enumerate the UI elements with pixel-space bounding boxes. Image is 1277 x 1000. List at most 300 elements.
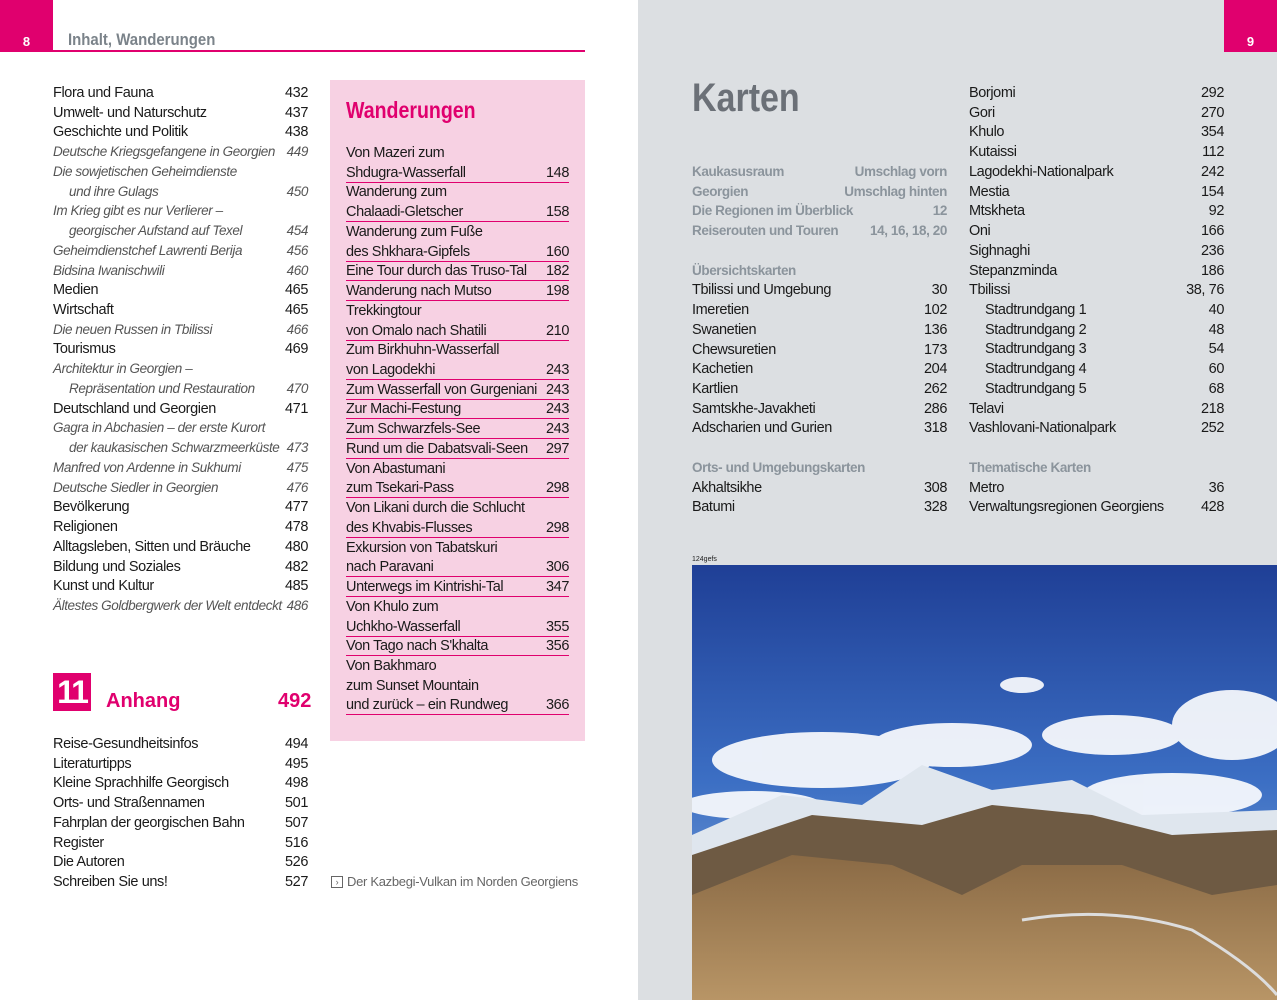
entry-page: 507 — [285, 814, 308, 831]
entry-page: 243 — [546, 362, 569, 379]
entry-title: Khulo — [969, 124, 1005, 141]
entry-title: Imeretien — [692, 302, 749, 319]
entry-title: Kaukasusraum — [692, 164, 784, 179]
map-entry — [692, 300, 947, 320]
entry-title: Die Autoren — [53, 854, 125, 871]
entry-page: 148 — [546, 164, 569, 181]
entry-title: Repräsentation und Restauration — [69, 380, 255, 396]
entry-title: Telavi — [969, 400, 1004, 417]
entry-title: Von Khulo zum — [346, 598, 439, 615]
entry-title: Flora und Fauna — [53, 85, 154, 101]
entry-title: Reise-Gesundheitsinfos — [53, 736, 199, 752]
entry-title: Die Regionen im Überblick — [692, 203, 854, 219]
entry-page: 470 — [286, 380, 308, 396]
hike-entry — [346, 340, 569, 360]
entry-title: und zurück – ein Rundweg — [346, 697, 509, 714]
entry-page: 482 — [285, 558, 308, 575]
map-entry — [692, 497, 947, 517]
entry-page: 136 — [924, 321, 947, 338]
page-number-tab — [0, 0, 53, 52]
entry-title: Stadtrundgang 5 — [985, 380, 1087, 397]
toc-entry — [53, 339, 308, 359]
entry-page: 494 — [285, 736, 308, 752]
toc-entry — [53, 241, 308, 261]
entry-page: 204 — [924, 361, 947, 378]
entry-page: 480 — [285, 538, 308, 555]
entry-page: 477 — [285, 499, 308, 516]
entry-title: Im Krieg gibt es nur Verlierer – — [53, 203, 223, 219]
entry-page: 173 — [924, 341, 947, 358]
hike-entry — [346, 597, 569, 617]
appendix-entry — [53, 852, 308, 872]
entry-page: 92 — [1208, 203, 1224, 220]
hike-entry — [346, 281, 569, 301]
entry-page: 270 — [1201, 104, 1224, 121]
arrow-icon: › — [331, 876, 343, 888]
entry-title: Verwaltungsregionen Georgiens — [969, 499, 1164, 516]
entry-title: Manfred von Ardenne in Sukhumi — [53, 459, 241, 475]
entry-page: 12 — [932, 203, 947, 219]
entry-page: 30 — [931, 282, 947, 299]
toc-entry — [53, 399, 308, 419]
entry-title: Vashlovani-Nationalpark — [969, 420, 1116, 437]
entry-page: 356 — [546, 638, 569, 655]
entry-title: Kunst und Kultur — [53, 578, 154, 595]
toc-entry — [53, 517, 308, 537]
hike-entry — [346, 656, 569, 676]
entry-page: 252 — [1201, 420, 1224, 437]
entry-title: Orts- und Straßennamen — [53, 795, 205, 812]
entry-title: Borjomi — [969, 85, 1016, 101]
map-entry — [969, 280, 1224, 300]
toc-entry — [53, 122, 308, 142]
entry-page: 68 — [1208, 380, 1224, 397]
hike-entry — [346, 163, 569, 183]
entry-page: 456 — [286, 242, 308, 258]
toc-entry — [53, 201, 308, 221]
map-entry — [692, 399, 947, 419]
entry-page: 262 — [924, 381, 947, 398]
entry-page: 306 — [546, 559, 569, 576]
toc-entry — [53, 557, 308, 577]
entry-title: Wirtschaft — [53, 302, 114, 319]
entry-title: Ältestes Goldbergwerk der Welt entdeckt — [53, 597, 282, 613]
toc-entry — [53, 418, 308, 438]
appendix-entry — [53, 872, 308, 892]
entry-title: Umwelt- und Naturschutz — [53, 104, 207, 121]
entry-title: Schreiben Sie uns! — [53, 874, 168, 891]
hike-entry — [346, 419, 569, 439]
entry-page: 236 — [1201, 242, 1224, 259]
toc-entry — [53, 320, 308, 340]
entry-page: 366 — [546, 697, 569, 714]
hike-entry — [346, 321, 569, 341]
hike-entry — [346, 182, 569, 202]
entry-page: 308 — [924, 479, 947, 496]
photo-caption — [331, 874, 578, 889]
photo-credit: 124gefs — [692, 556, 717, 563]
hike-entry — [346, 518, 569, 538]
entry-title: Bidsina Iwanischwili — [53, 262, 165, 278]
entry-title: Metro — [969, 479, 1005, 496]
appendix-entry — [53, 754, 308, 774]
map-entry — [692, 320, 947, 340]
entry-title: Kutaissi — [969, 144, 1017, 161]
toc-entry — [53, 596, 308, 616]
entry-title: Stadtrundgang 4 — [985, 361, 1087, 378]
entry-title: Register — [53, 834, 104, 851]
entry-page: 158 — [546, 204, 569, 221]
entry-page: 465 — [285, 282, 308, 299]
map-entry — [692, 162, 947, 182]
entry-page: 286 — [924, 400, 947, 417]
entry-title: des Shkhara-Gipfels — [346, 243, 470, 260]
entry-title: Tbilissi — [969, 282, 1011, 299]
appendix-entry — [53, 833, 308, 853]
entry-page: Umschlag vorn — [854, 164, 947, 179]
entry-title: Tbilissi und Umgebung — [692, 282, 832, 299]
entry-title: Deutsche Siedler in Georgien — [53, 479, 219, 495]
hike-entry — [346, 242, 569, 262]
entry-page: 475 — [286, 459, 308, 475]
entry-page: 473 — [286, 440, 308, 456]
entry-title: Adscharien und Gurien — [692, 420, 832, 437]
entry-title: des Khvabis-Flusses — [346, 519, 473, 536]
map-entry — [692, 379, 947, 399]
entry-page: 516 — [285, 834, 308, 851]
entry-title: Unterwegs im Kintrishi-Tal — [346, 579, 504, 596]
entry-title: zum Sunset Mountain — [346, 677, 479, 694]
entry-title: Medien — [53, 282, 99, 299]
chapter-page: 492 — [278, 690, 312, 712]
entry-title: Alltagsleben, Sitten und Bräuche — [53, 538, 251, 555]
entry-title: Von Bakhmaro — [346, 657, 437, 674]
map-entry — [969, 162, 1224, 182]
entry-page: 476 — [286, 479, 308, 495]
entry-title: Von Likani durch die Schlucht — [346, 500, 525, 517]
map-entry — [969, 359, 1224, 379]
toc-entry — [53, 261, 308, 281]
entry-title: Uchkho-Wasserfall — [346, 618, 461, 635]
toc-entry — [53, 458, 308, 478]
entry-title: Sighnaghi — [969, 242, 1030, 259]
map-entry — [969, 103, 1224, 123]
hike-entry — [346, 676, 569, 696]
entry-title: georgischer Aufstand auf Texel — [69, 223, 243, 239]
entry-title: Akhaltsikhe — [692, 479, 762, 496]
appendix-entry — [53, 793, 308, 813]
header-rule — [52, 50, 585, 52]
entry-title: Lagodekhi-Nationalpark — [969, 163, 1114, 180]
toc-entry — [53, 438, 308, 458]
entry-page: 486 — [286, 597, 308, 613]
map-entry — [969, 83, 1224, 103]
entry-title: Gori — [969, 104, 995, 121]
maps-title: Karten — [692, 76, 800, 120]
hike-entry — [346, 498, 569, 518]
page-number: 9 — [1246, 34, 1255, 49]
entry-page: 292 — [1201, 85, 1224, 101]
entry-page: 160 — [546, 243, 569, 260]
map-entry — [969, 418, 1224, 438]
entry-page: 243 — [546, 401, 569, 418]
hike-entry — [346, 143, 569, 163]
map-entry — [969, 339, 1224, 359]
map-entry — [969, 497, 1224, 517]
map-entry — [692, 261, 947, 281]
entry-title: Trekkingtour — [346, 302, 422, 319]
chapter-title: Anhang — [106, 690, 181, 712]
entry-title: Fahrplan der georgischen Bahn — [53, 814, 245, 831]
entry-title: Von Tago nach S'khalta — [346, 638, 489, 655]
entry-page: 198 — [546, 283, 569, 300]
hike-entry — [346, 399, 569, 419]
entry-title: Deutschland und Georgien — [53, 400, 216, 417]
entry-page: 432 — [285, 85, 308, 101]
toc-entry — [53, 576, 308, 596]
map-entry — [692, 280, 947, 300]
entry-page: 318 — [924, 420, 947, 437]
page-number-tab — [1224, 0, 1277, 52]
entry-title: Tourismus — [53, 341, 116, 358]
entry-title: Stadtrundgang 3 — [985, 341, 1087, 358]
entry-page: 297 — [546, 440, 569, 457]
toc-entry — [53, 103, 308, 123]
entry-title: Chewsuretien — [692, 341, 776, 358]
entry-title: Zum Birkhuhn-Wasserfall — [346, 342, 500, 359]
caption-text: Der Kazbegi-Vulkan im Norden Georgiens — [347, 874, 578, 889]
entry-title: Gagra in Abchasien – der erste Kurort — [53, 420, 266, 436]
entry-title: Reiserouten und Touren — [692, 223, 839, 239]
hikes-title: Wanderungen — [346, 97, 476, 123]
entry-page: 186 — [1201, 262, 1224, 279]
map-entry — [969, 300, 1224, 320]
appendix-entry — [53, 813, 308, 833]
map-entry — [692, 458, 947, 478]
entry-title: Mtskheta — [969, 203, 1025, 220]
map-entry — [969, 261, 1224, 281]
map-entry — [692, 478, 947, 498]
hike-entry — [346, 636, 569, 656]
entry-page: 328 — [924, 499, 947, 516]
toc-entry — [53, 221, 308, 241]
map-entry — [692, 340, 947, 360]
entry-page: 501 — [285, 795, 308, 812]
entry-page: 355 — [546, 618, 569, 635]
entry-page: 54 — [1208, 341, 1224, 358]
entry-title: Zum Wasserfall von Gurgeniani — [346, 381, 537, 398]
entry-page: 112 — [1202, 144, 1224, 161]
entry-page: 449 — [286, 144, 308, 160]
entry-page: 210 — [546, 322, 569, 339]
entry-title: Zur Machi-Festung — [346, 401, 461, 418]
hike-entry — [346, 380, 569, 400]
entry-page: 498 — [285, 775, 308, 792]
appendix-entry — [53, 773, 308, 793]
entry-title: und ihre Gulags — [69, 183, 159, 199]
entry-page: 437 — [285, 104, 308, 121]
entry-page: 40 — [1208, 302, 1224, 319]
entry-page: 450 — [286, 183, 308, 199]
entry-title: Batumi — [692, 499, 735, 516]
left-page — [0, 0, 638, 1000]
entry-title: der kaukasischen Schwarzmeerküste — [69, 440, 280, 456]
entry-title: Religionen — [53, 519, 118, 536]
entry-page: 526 — [285, 854, 308, 871]
hike-entry — [346, 577, 569, 597]
hike-entry — [346, 261, 569, 281]
map-entry — [692, 221, 947, 241]
map-entry — [969, 241, 1224, 261]
entry-page: 466 — [286, 321, 308, 337]
toc-entry — [53, 300, 308, 320]
hike-entry — [346, 617, 569, 637]
entry-title: Exkursion von Tabatskuri — [346, 539, 498, 556]
entry-title: Literaturtipps — [53, 755, 132, 772]
toc-entry — [53, 497, 308, 517]
appendix-entry — [53, 734, 308, 754]
entry-title: Bildung und Soziales — [53, 558, 181, 575]
toc-entry — [53, 280, 308, 300]
kazbegi-photo — [692, 565, 1277, 1000]
hike-entry — [346, 478, 569, 498]
toc-entry — [53, 83, 308, 103]
entry-title: Von Mazeri zum — [346, 145, 445, 161]
entry-page: 485 — [285, 578, 308, 595]
entry-page: 495 — [285, 755, 308, 772]
entry-title: Wanderung zum Fuße — [346, 223, 483, 240]
entry-page: 38, 76 — [1186, 282, 1224, 299]
hike-entry — [346, 695, 569, 715]
hike-entry — [346, 360, 569, 380]
entry-title: Kachetien — [692, 361, 753, 378]
map-entry — [969, 221, 1224, 241]
entry-page: 36 — [1208, 479, 1224, 496]
map-entry — [969, 142, 1224, 162]
entry-page: 465 — [285, 302, 308, 319]
entry-title: Oni — [969, 223, 991, 240]
entry-page: 182 — [546, 263, 569, 280]
hike-entry — [346, 538, 569, 558]
entry-page: 428 — [1201, 499, 1224, 516]
entry-title: Kartlien — [692, 381, 738, 398]
entry-page: 354 — [1201, 124, 1224, 141]
entry-title: Thematische Karten — [969, 459, 1091, 475]
page-number: 8 — [22, 34, 31, 49]
map-entry — [969, 182, 1224, 202]
toc-entry — [53, 359, 308, 379]
toc-entry — [53, 537, 308, 557]
map-entry — [692, 182, 947, 202]
map-entry — [969, 320, 1224, 340]
entry-title: Bevölkerung — [53, 499, 130, 516]
entry-title: Samtskhe-Javakheti — [692, 400, 816, 417]
map-entry — [969, 458, 1224, 478]
entry-page: 298 — [546, 480, 569, 497]
toc-entry — [53, 478, 308, 498]
entry-title: Mestia — [969, 183, 1010, 200]
entry-page: 60 — [1208, 361, 1224, 378]
map-entry — [969, 122, 1224, 142]
entry-title: Die sowjetischen Geheimdienste — [53, 163, 237, 179]
entry-page: 469 — [285, 341, 308, 358]
entry-page: 166 — [1201, 223, 1224, 240]
entry-title: Von Abastumani — [346, 460, 446, 477]
entry-page: 102 — [924, 302, 947, 319]
entry-page: 471 — [285, 400, 308, 417]
toc-entry — [53, 162, 308, 182]
entry-title: Eine Tour durch das Truso-Tal — [346, 263, 527, 280]
hike-entry — [346, 557, 569, 577]
entry-title: Geheimdienstchef Lawrenti Berija — [53, 242, 243, 258]
entry-page: 438 — [285, 124, 308, 141]
entry-title: Chalaadi-Gletscher — [346, 204, 463, 221]
entry-title: Georgien — [692, 183, 749, 199]
entry-title: Wanderung zum — [346, 184, 447, 201]
map-entry — [969, 478, 1224, 498]
entry-title: von Omalo nach Shatili — [346, 322, 487, 339]
entry-page: 527 — [285, 874, 308, 891]
map-entry — [969, 399, 1224, 419]
map-entry — [969, 379, 1224, 399]
entry-page: 347 — [546, 579, 569, 596]
entry-title: Geschichte und Politik — [53, 124, 188, 141]
entry-title: nach Paravani — [346, 559, 434, 576]
entry-page: 454 — [286, 223, 308, 239]
entry-title: Zum Schwarzfels-See — [346, 421, 481, 438]
entry-title: Orts- und Umgebungskarten — [692, 459, 866, 475]
hike-entry — [346, 222, 569, 242]
map-entry — [969, 201, 1224, 221]
entry-title: Die neuen Russen in Tbilissi — [53, 321, 213, 337]
entry-title: Wanderung nach Mutso — [346, 283, 492, 300]
running-header: Inhalt, Wanderungen — [68, 30, 216, 49]
toc-entry — [53, 142, 308, 162]
entry-title: Rund um die Dabatsvali-Seen — [346, 440, 528, 457]
entry-title: Stepanzminda — [969, 262, 1057, 279]
hike-entry — [346, 439, 569, 459]
entry-page: Umschlag hinten — [844, 183, 947, 199]
entry-page: 154 — [1201, 183, 1224, 200]
entry-title: Architektur in Georgien – — [53, 361, 193, 377]
entry-title: zum Tsekari-Pass — [346, 480, 454, 497]
hike-entry — [346, 459, 569, 479]
map-entry — [692, 201, 947, 221]
entry-title: Deutsche Kriegsgefangene in Georgien — [53, 144, 276, 160]
toc-entry — [53, 182, 308, 202]
map-entry — [692, 418, 947, 438]
entry-page: 243 — [546, 381, 569, 398]
entry-page: 48 — [1208, 321, 1224, 338]
entry-title: Übersichtskarten — [692, 262, 796, 278]
entry-page: 243 — [546, 421, 569, 438]
hike-entry — [346, 202, 569, 222]
map-entry — [692, 359, 947, 379]
entry-page: 14, 16, 18, 20 — [870, 223, 947, 239]
toc-entry — [53, 379, 308, 399]
entry-page: 460 — [286, 262, 308, 278]
entry-page: 242 — [1201, 163, 1224, 180]
entry-title: Kleine Sprachhilfe Georgisch — [53, 775, 229, 792]
entry-page: 218 — [1201, 400, 1224, 417]
chapter-number: 11 — [53, 673, 91, 711]
entry-title: Stadtrundgang 1 — [985, 302, 1087, 319]
entry-title: Shdugra-Wasserfall — [346, 164, 466, 181]
entry-title: Stadtrundgang 2 — [985, 321, 1087, 338]
hike-entry — [346, 301, 569, 321]
entry-title: von Lagodekhi — [346, 362, 436, 379]
entry-page: 478 — [285, 519, 308, 536]
